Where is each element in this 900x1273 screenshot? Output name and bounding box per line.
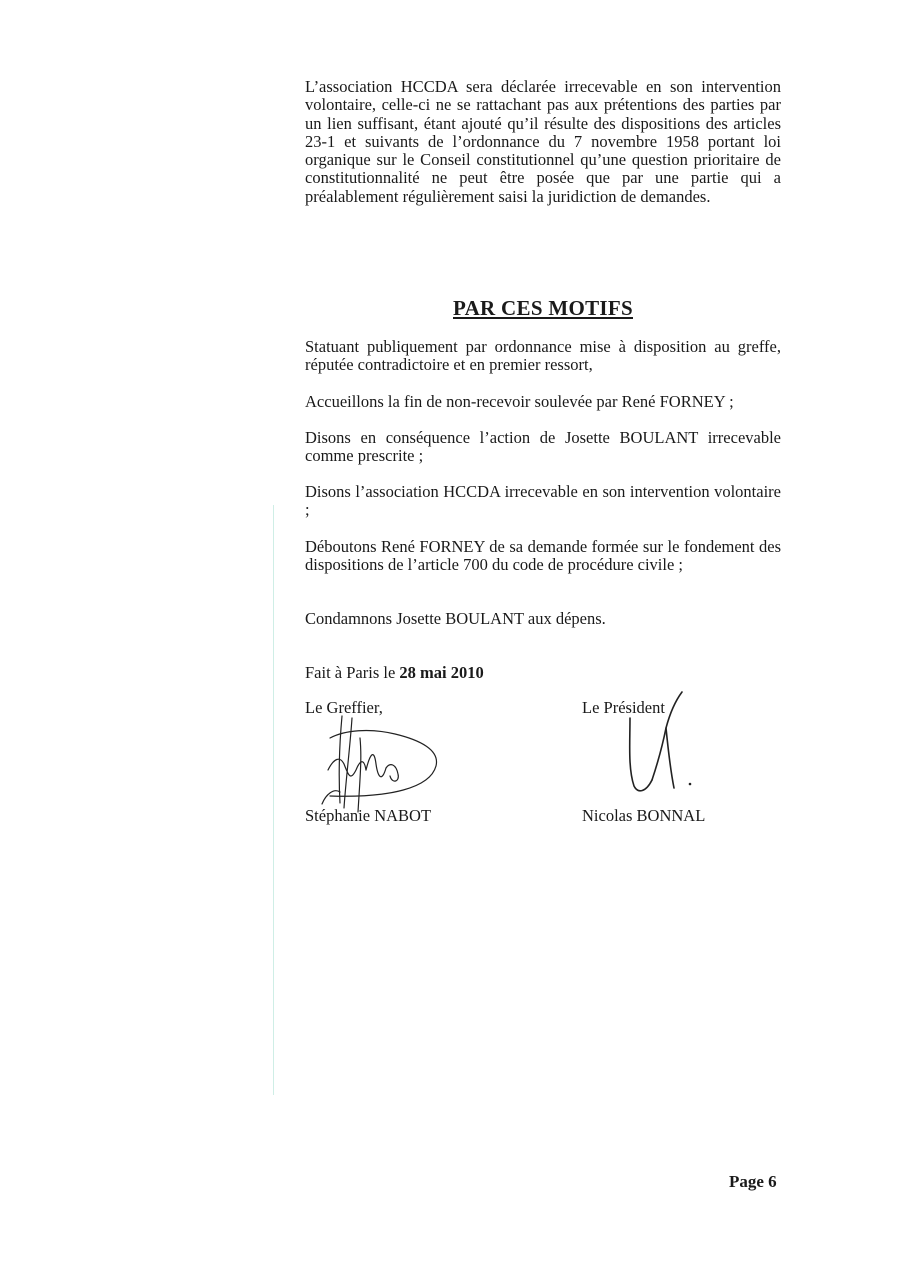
paragraph-hccda-irrecevable: L’association HCCDA sera déclarée irrecevable en son intervention volontaire, celle-ci ne se rattachant pas aux prétentions des parties par un lien suffisant, étant ajouté qu’il résulte des dispositions des articles 23-1 et suivants de l’ordonnance du 7 novembre 1958 portant loi organique sur le Conseil constitutionnel qu’une question prioritaire de constitutionnalité ne peut être posée que par une partie qui a préalablement régulièrement saisi la juridiction de demandes. (305, 77, 781, 206)
page-number: Page 6 (729, 1172, 777, 1191)
section-heading: PAR CES MOTIFS (453, 296, 633, 320)
paragraph-statuant: Statuant publiquement par ordonnance mise à disposition au greffe, réputée contradictoire et en premier ressort, (305, 337, 781, 375)
paragraph-deboutons: Déboutons René FORNEY de sa demande formée sur le fondement des dispositions de l’article 700 du code de procédure civile ; (305, 537, 781, 575)
paragraph-condamnons: Condamnons Josette BOULANT aux dépens. (305, 609, 606, 628)
paragraph-disons-association: Disons l’association HCCDA irrecevable en son intervention volontaire ; (305, 482, 781, 520)
place-text: Fait à Paris le (305, 663, 400, 682)
handwritten-signature-president (612, 688, 702, 798)
president-label: Le Président (582, 698, 665, 717)
paragraph-accueillons: Accueillons la fin de non-recevoir soulevée par René FORNEY ; (305, 392, 734, 411)
decision-date: 28 mai 2010 (399, 663, 484, 682)
paragraph-fait-a-paris (305, 664, 781, 682)
greffier-name: Stéphanie NABOT (305, 806, 432, 825)
greffier-label: Le Greffier, (305, 698, 383, 717)
margin-line (273, 505, 274, 1095)
paragraph-disons-action: Disons en conséquence l’action de Josette BOULANT irrecevable comme prescrite ; (305, 428, 781, 466)
president-name: Nicolas BONNAL (582, 806, 706, 825)
